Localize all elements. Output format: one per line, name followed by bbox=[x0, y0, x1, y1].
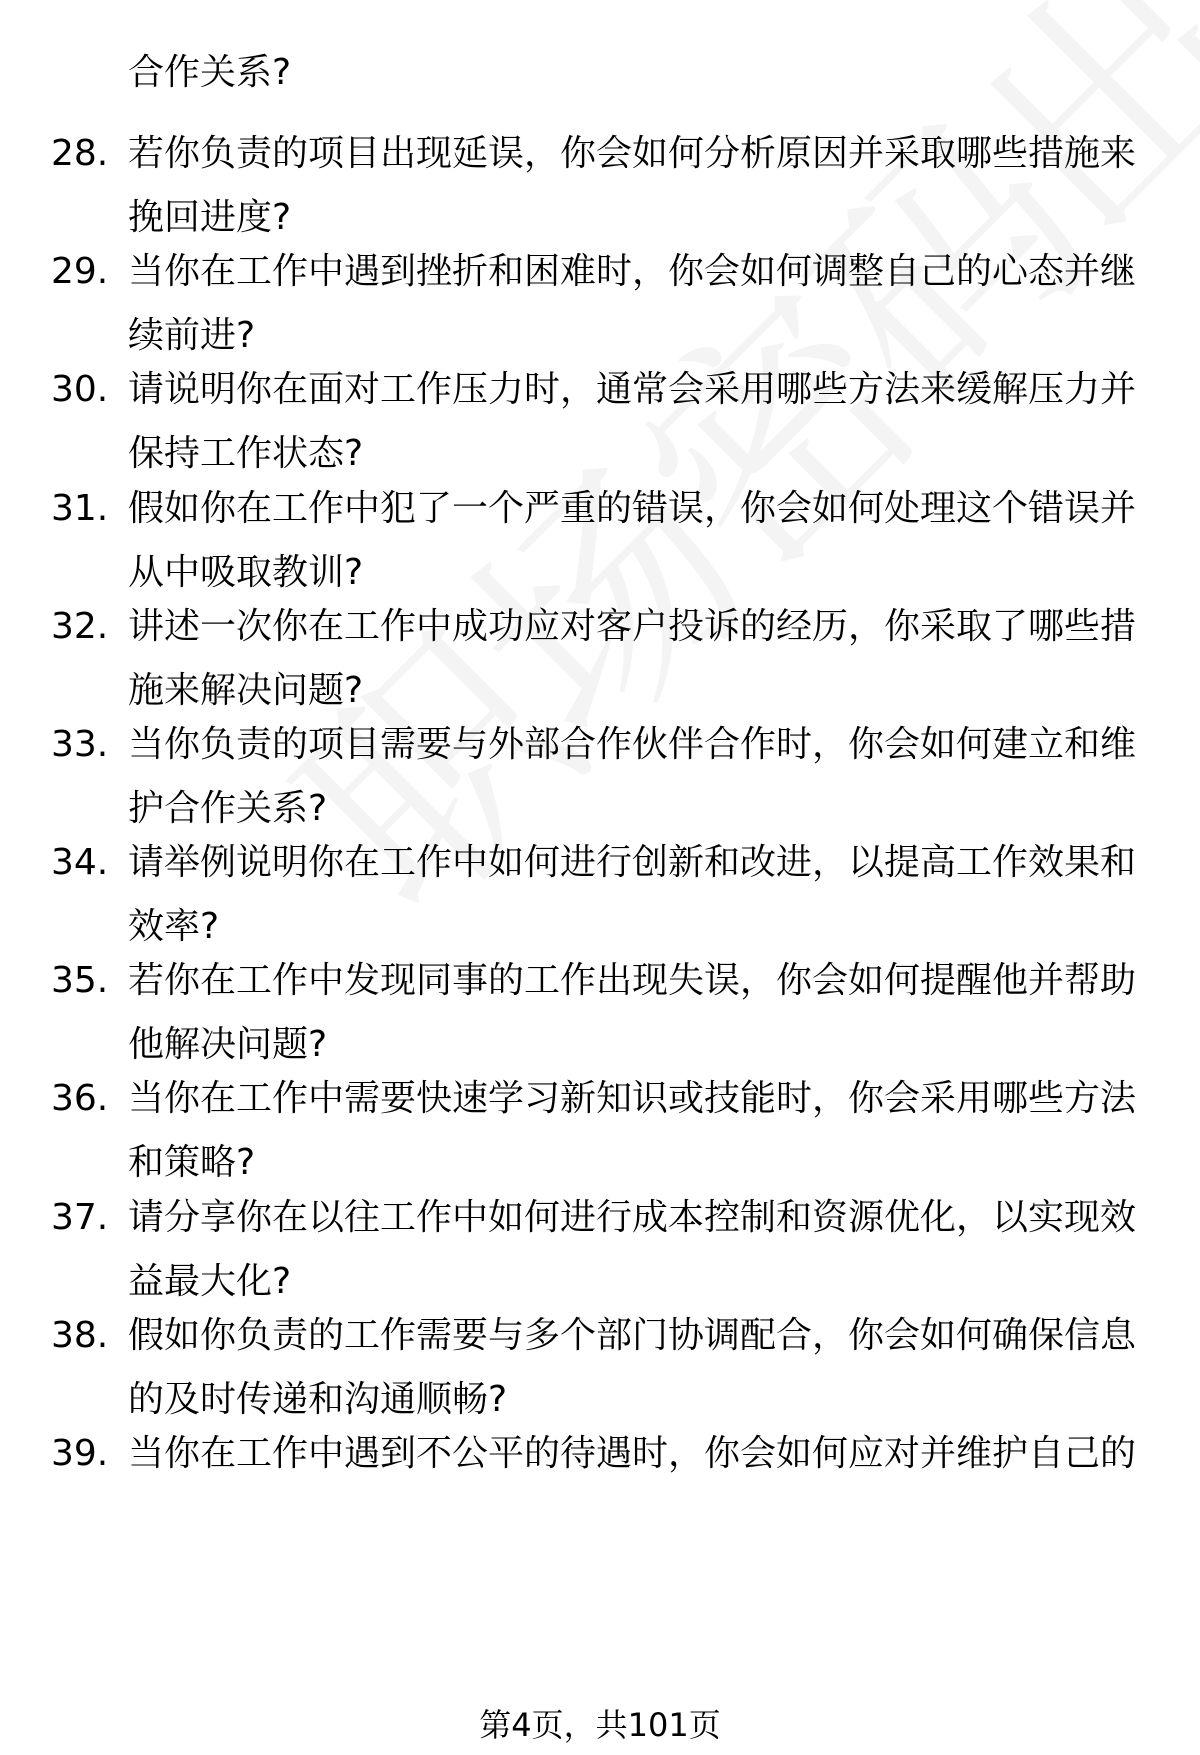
question-text-line2: 他解决问题? bbox=[128, 1024, 328, 1065]
question-text-line1: 若你负责的项目出现延误，你会如何分析原因并采取哪些措施来 bbox=[128, 133, 1137, 174]
question-text-line1: 请举例说明你在工作中如何进行创新和改进，以提高工作效果和 bbox=[128, 842, 1137, 883]
question-number: 38. bbox=[51, 1315, 109, 1356]
question-text-line2: 保持工作状态? bbox=[128, 433, 364, 474]
question-text-line2: 护合作关系? bbox=[128, 788, 328, 829]
question-text-line2: 的及时传递和沟通顺畅? bbox=[128, 1379, 508, 1420]
question-text-line1: 讲述一次你在工作中成功应对客户投诉的经历，你采取了哪些措 bbox=[128, 606, 1137, 647]
question-number: 29. bbox=[51, 251, 109, 292]
question-number: 36. bbox=[51, 1078, 109, 1119]
question-number: 30. bbox=[51, 369, 109, 410]
question-text-line2: 益最大化? bbox=[128, 1261, 292, 1302]
question-text-line1: 若你在工作中发现同事的工作出现失误，你会如何提醒他并帮助 bbox=[128, 960, 1137, 1001]
question-text-line1: 请说明你在面对工作压力时，通常会采用哪些方法来缓解压力并 bbox=[128, 369, 1137, 410]
question-text-line2: 挽回进度? bbox=[128, 197, 292, 238]
question-number: 39. bbox=[51, 1433, 109, 1474]
question-text-line1: 假如你负责的工作需要与多个部门协调配合，你会如何确保信息 bbox=[128, 1315, 1137, 1356]
question-text-line1: 当你负责的项目需要与外部合作伙伴合作时，你会如何建立和维 bbox=[128, 724, 1137, 765]
page-footer: 第4页，共101页 bbox=[479, 1706, 721, 1744]
continuation-text: 合作关系? bbox=[128, 52, 292, 93]
question-text-line1: 假如你在工作中犯了一个严重的错误，你会如何处理这个错误并 bbox=[128, 488, 1137, 529]
question-number: 31. bbox=[51, 488, 109, 529]
question-text-line2: 施来解决问题? bbox=[128, 670, 364, 711]
question-number: 37. bbox=[51, 1197, 109, 1238]
question-text-line1: 当你在工作中遇到不公平的待遇时，你会如何应对并维护自己的 bbox=[128, 1433, 1137, 1474]
question-text-line2: 效率? bbox=[128, 906, 220, 947]
question-text-line1: 当你在工作中遇到挫折和困难时，你会如何调整自己的心态并继 bbox=[128, 251, 1137, 292]
question-number: 28. bbox=[51, 133, 109, 174]
question-text-line2: 和策略? bbox=[128, 1142, 256, 1183]
question-number: 33. bbox=[51, 724, 109, 765]
question-text-line2: 从中吸取教训? bbox=[128, 552, 364, 593]
question-text-line1: 请分享你在以往工作中如何进行成本控制和资源优化，以实现效 bbox=[128, 1197, 1137, 1238]
question-number: 35. bbox=[51, 960, 109, 1001]
question-text-line2: 续前进? bbox=[128, 315, 256, 356]
question-number: 32. bbox=[51, 606, 109, 647]
question-number: 34. bbox=[51, 842, 109, 883]
question-text-line1: 当你在工作中需要快速学习新知识或技能时，你会采用哪些方法 bbox=[128, 1078, 1137, 1119]
